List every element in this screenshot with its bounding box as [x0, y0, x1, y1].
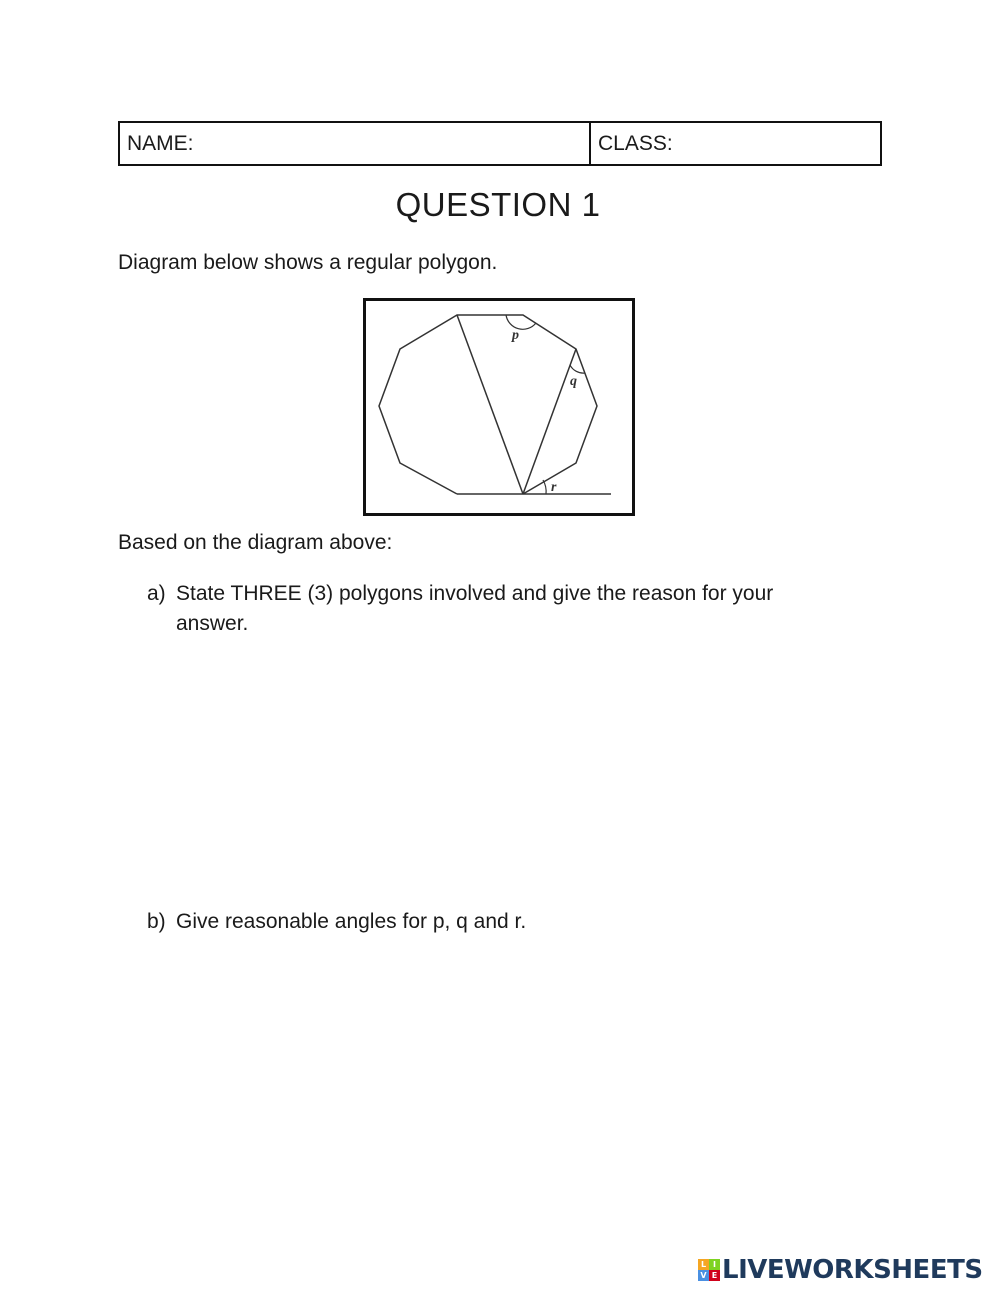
polygon-diagram-svg [366, 301, 632, 513]
question-item-a [147, 579, 847, 639]
decagon-outline [379, 315, 597, 494]
angle-label-p: p [512, 328, 519, 343]
logo-cell: V [698, 1270, 709, 1281]
liveworksheets-brand [698, 1254, 983, 1286]
logo-cell: L [698, 1259, 709, 1270]
logo-cell: E [709, 1270, 720, 1281]
based-on-text: Based on the diagram above: [118, 531, 393, 554]
angle-label-r: r [551, 480, 557, 495]
angle-label-q: q [570, 374, 577, 389]
name-label: NAME: [127, 131, 194, 155]
diagonal-line-2 [523, 349, 576, 494]
intro-text: Diagram below shows a regular polygon. [118, 251, 498, 274]
name-field[interactable] [120, 123, 591, 164]
question-title: QUESTION 1 [395, 186, 601, 223]
item-a-marker: a) [147, 582, 166, 605]
class-label: CLASS: [598, 131, 673, 155]
student-info-table [118, 121, 882, 166]
question-item-b [147, 907, 847, 937]
liveworksheets-logo-icon [698, 1259, 720, 1281]
polygon-diagram [363, 298, 635, 516]
brand-text: LIVEWORKSHEETS [722, 1255, 983, 1285]
angle-r-arc [543, 480, 546, 494]
class-field[interactable] [591, 123, 880, 164]
logo-cell: I [709, 1259, 720, 1270]
item-b-text: Give reasonable angles for p, q and r. [176, 910, 527, 933]
item-a-text: State THREE (3) polygons involved and give the reason for your answer. [176, 582, 774, 635]
item-b-marker: b) [147, 910, 166, 933]
angle-p-arc [506, 315, 536, 329]
